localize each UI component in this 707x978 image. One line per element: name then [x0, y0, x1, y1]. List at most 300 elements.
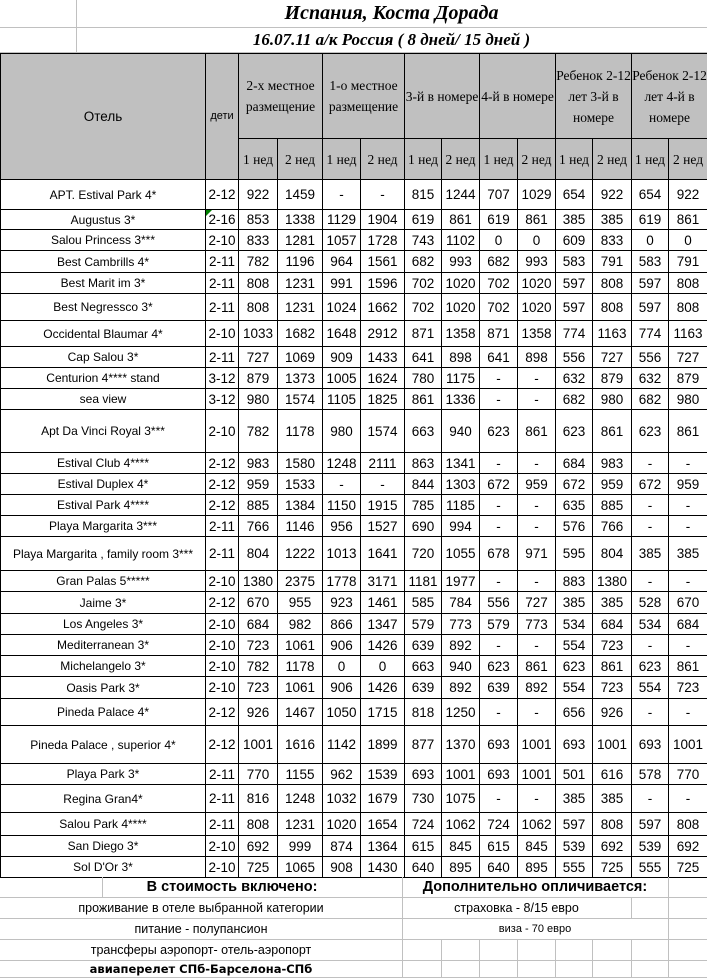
price-cell: 672 [480, 474, 518, 495]
price-cell: 1358 [518, 321, 556, 347]
price-cell: 597 [556, 273, 593, 294]
price-cell: 1102 [442, 230, 480, 251]
kids-age: 3-12 [206, 368, 239, 389]
price-cell: 616 [593, 764, 632, 785]
price-cell: 682 [632, 389, 669, 410]
price-cell: 1426 [361, 677, 405, 699]
price-cell: 1020 [518, 294, 556, 321]
price-cell: 1527 [361, 516, 405, 537]
price-cell: 693 [405, 764, 442, 785]
hotel-name: Salou Park 4**** [1, 813, 206, 836]
hotel-name: Jaime 3* [1, 592, 206, 614]
price-cell: 804 [239, 537, 278, 571]
price-cell: - [518, 785, 556, 813]
blank-cell [0, 0, 77, 27]
price-cell: 1231 [278, 273, 323, 294]
kids-age: 2-12 [206, 726, 239, 764]
price-cell: 1065 [278, 857, 323, 878]
price-cell: 955 [278, 592, 323, 614]
price-cell: - [480, 389, 518, 410]
footer-row [0, 919, 707, 940]
price-cell: 1616 [278, 726, 323, 764]
price-cell: 1533 [278, 474, 323, 495]
kids-age: 2-11 [206, 537, 239, 571]
price-cell: 725 [593, 857, 632, 878]
price-cell: - [632, 785, 669, 813]
price-cell: 684 [239, 614, 278, 635]
price-cell: - [518, 635, 556, 656]
price-cell: 1142 [323, 726, 361, 764]
blank-cell [0, 28, 77, 52]
price-cell: 861 [593, 410, 632, 453]
price-cell: 1001 [593, 726, 632, 764]
kids-age: 2-12 [206, 180, 239, 210]
price-cell: - [518, 453, 556, 474]
price-cell: 727 [518, 592, 556, 614]
table-row [1, 726, 707, 764]
price-cell: 1977 [442, 571, 480, 592]
price-cell: 0 [361, 656, 405, 677]
price-cell: 964 [323, 251, 361, 273]
page-title: Испания, Коста Дорада [284, 2, 499, 24]
price-table [0, 53, 707, 878]
price-cell: 639 [480, 677, 518, 699]
kids-age: 2-11 [206, 785, 239, 813]
hotel-name: Augustus 3* [1, 210, 206, 230]
table-row [1, 210, 707, 230]
price-cell: 923 [323, 592, 361, 614]
price-cell: 556 [480, 592, 518, 614]
price-cell: 770 [669, 764, 707, 785]
kids-age: 2-11 [206, 764, 239, 785]
price-cell: 0 [632, 230, 669, 251]
price-cell: 534 [632, 614, 669, 635]
comment-marker-icon[interactable] [206, 210, 212, 216]
kids-age: 2-10 [206, 571, 239, 592]
price-cell: 723 [669, 677, 707, 699]
price-cell: 1062 [518, 813, 556, 836]
price-cell: 635 [556, 495, 593, 516]
price-cell: 555 [556, 857, 593, 878]
price-cell: 1426 [361, 635, 405, 656]
table-row [1, 230, 707, 251]
price-cell: 956 [323, 516, 361, 537]
price-cell: 682 [480, 251, 518, 273]
table-row [1, 273, 707, 294]
kids-age: 2-10 [206, 410, 239, 453]
kids-age: 2-12 [206, 699, 239, 726]
price-cell: 1075 [442, 785, 480, 813]
price-cell: - [480, 635, 518, 656]
price-cell: 692 [669, 836, 707, 857]
footer-titles-row [0, 877, 707, 898]
price-cell: - [518, 516, 556, 537]
price-cell: 1024 [323, 294, 361, 321]
price-cell: 556 [556, 347, 593, 368]
price-cell: 597 [632, 813, 669, 836]
price-cell: 853 [239, 210, 278, 230]
hotel-name: Gran Palas 5***** [1, 571, 206, 592]
price-cell: 845 [518, 836, 556, 857]
hotel-name: Oasis Park 3* [1, 677, 206, 699]
price-cell: 1539 [361, 764, 405, 785]
header-group: 2-х местное размещение [239, 54, 323, 139]
header-week-2: 2 нед [593, 139, 632, 180]
table-row [1, 571, 707, 592]
price-cell: - [361, 474, 405, 495]
price-cell: 1596 [361, 273, 405, 294]
price-cell: 501 [556, 764, 593, 785]
price-cell: 1347 [361, 614, 405, 635]
table-row [1, 389, 707, 410]
price-cell: 623 [632, 656, 669, 677]
price-cell: 1185 [442, 495, 480, 516]
price-cell: 1181 [405, 571, 442, 592]
price-cell: 539 [632, 836, 669, 857]
price-cell: 693 [632, 726, 669, 764]
price-cell: 539 [556, 836, 593, 857]
price-cell: 663 [405, 410, 442, 453]
price-cell: 1825 [361, 389, 405, 410]
price-cell: 678 [480, 537, 518, 571]
hotel-name: Estival Duplex 4* [1, 474, 206, 495]
price-cell: 1061 [278, 677, 323, 699]
price-cell: 640 [405, 857, 442, 878]
kids-age: 2-10 [206, 656, 239, 677]
header-week-2: 2 нед [518, 139, 556, 180]
price-cell: 0 [669, 230, 707, 251]
table-row [1, 813, 707, 836]
price-cell: 1129 [323, 210, 361, 230]
price-cell: 385 [669, 537, 707, 571]
price-cell: 1433 [361, 347, 405, 368]
price-cell: 994 [442, 516, 480, 537]
hotel-name: Best Cambrills 4* [1, 251, 206, 273]
price-cell: 576 [556, 516, 593, 537]
price-cell: - [518, 389, 556, 410]
header-week-2: 2 нед [361, 139, 405, 180]
price-cell: 1033 [239, 321, 278, 347]
price-cell: 1384 [278, 495, 323, 516]
table-row [1, 614, 707, 635]
price-cell: - [480, 495, 518, 516]
price-cell: 971 [518, 537, 556, 571]
price-cell: - [632, 571, 669, 592]
price-cell: 1029 [518, 180, 556, 210]
price-cell: 999 [278, 836, 323, 857]
price-cell: 723 [593, 635, 632, 656]
price-cell: 1163 [669, 321, 707, 347]
price-cell: 1020 [323, 813, 361, 836]
included-item: трансферы аэропорт- отель-аэропорт [90, 943, 312, 957]
price-cell: 555 [632, 857, 669, 878]
price-cell: 773 [518, 614, 556, 635]
hotel-name: sea view [1, 389, 206, 410]
price-cell: 885 [593, 495, 632, 516]
table-row [1, 764, 707, 785]
price-cell: 1574 [361, 410, 405, 453]
price-cell: - [632, 495, 669, 516]
price-cell: 940 [442, 410, 480, 453]
header-week-2: 2 нед [278, 139, 323, 180]
price-cell: 808 [669, 273, 707, 294]
price-cell: 692 [593, 836, 632, 857]
price-cell: 909 [323, 347, 361, 368]
price-cell: 959 [669, 474, 707, 495]
header-week-2: 2 нед [669, 139, 707, 180]
price-cell: 554 [556, 635, 593, 656]
price-cell: 1013 [323, 537, 361, 571]
price-cell: 623 [556, 410, 593, 453]
price-cell: 879 [669, 368, 707, 389]
price-cell: 1062 [442, 813, 480, 836]
price-cell: 583 [556, 251, 593, 273]
price-cell: 892 [518, 677, 556, 699]
price-cell: 980 [669, 389, 707, 410]
price-cell: 1654 [361, 813, 405, 836]
kids-age: 2-12 [206, 474, 239, 495]
price-cell: 1001 [518, 764, 556, 785]
table-row [1, 516, 707, 537]
hotel-name: Playa Park 3* [1, 764, 206, 785]
price-cell: - [669, 516, 707, 537]
kids-age: 2-11 [206, 347, 239, 368]
price-cell: 632 [632, 368, 669, 389]
price-cell: 619 [405, 210, 442, 230]
price-cell: 922 [593, 180, 632, 210]
price-cell: 682 [556, 389, 593, 410]
price-cell: 863 [405, 453, 442, 474]
price-cell: - [480, 516, 518, 537]
price-cell: 785 [405, 495, 442, 516]
price-cell: 1459 [278, 180, 323, 210]
price-cell: 619 [632, 210, 669, 230]
price-cell: 1178 [278, 656, 323, 677]
table-row [1, 180, 707, 210]
price-cell: 982 [278, 614, 323, 635]
price-cell: 654 [556, 180, 593, 210]
price-cell: 773 [442, 614, 480, 635]
price-cell: 597 [632, 294, 669, 321]
kids-age: 2-10 [206, 230, 239, 251]
price-cell: 641 [480, 347, 518, 368]
price-cell: 1069 [278, 347, 323, 368]
price-cell: 385 [556, 785, 593, 813]
price-cell: 877 [405, 726, 442, 764]
price-cell: 702 [480, 273, 518, 294]
price-cell: 1163 [593, 321, 632, 347]
price-cell: 1231 [278, 813, 323, 836]
price-cell: 597 [556, 813, 593, 836]
kids-age: 2-16 [206, 210, 239, 230]
price-cell: 1679 [361, 785, 405, 813]
price-cell: 585 [405, 592, 442, 614]
price-cell: 1430 [361, 857, 405, 878]
hotel-name: Estival Park 4**** [1, 495, 206, 516]
hotel-name: Cap Salou 3* [1, 347, 206, 368]
price-cell: 816 [239, 785, 278, 813]
price-cell: - [669, 571, 707, 592]
hotel-name: Occidental Blaumar 4* [1, 321, 206, 347]
price-cell: 1001 [442, 764, 480, 785]
title-row [0, 0, 707, 28]
price-cell: 1020 [518, 273, 556, 294]
price-cell: 623 [632, 410, 669, 453]
table-row [1, 474, 707, 495]
price-cell: - [669, 699, 707, 726]
price-cell: 980 [239, 389, 278, 410]
price-cell: 1370 [442, 726, 480, 764]
header-week-1: 1 нед [405, 139, 442, 180]
price-cell: 692 [239, 836, 278, 857]
included-item: питание - полупансион [134, 922, 268, 936]
hotel-name: Best Negressco 3* [1, 294, 206, 321]
footer-row [0, 898, 707, 919]
price-cell: 808 [593, 294, 632, 321]
price-cell: 808 [669, 813, 707, 836]
kids-age: 2-11 [206, 294, 239, 321]
price-cell: 815 [405, 180, 442, 210]
price-cell: 770 [239, 764, 278, 785]
kids-age: 3-12 [206, 389, 239, 410]
extra-title: Дополнительно опличивается: [422, 879, 648, 895]
price-cell: 861 [669, 210, 707, 230]
price-cell: - [669, 453, 707, 474]
hotel-name: Pineda Palace 4* [1, 699, 206, 726]
price-cell: 615 [480, 836, 518, 857]
price-cell: 1196 [278, 251, 323, 273]
price-cell: 609 [556, 230, 593, 251]
table-row [1, 410, 707, 453]
price-cell: 0 [323, 656, 361, 677]
price-cell: 1244 [442, 180, 480, 210]
price-cell: 1461 [361, 592, 405, 614]
hotel-name: Mediterranean 3* [1, 635, 206, 656]
kids-age: 2-12 [206, 495, 239, 516]
price-cell: 684 [556, 453, 593, 474]
header-week-1: 1 нед [239, 139, 278, 180]
price-cell: 861 [669, 656, 707, 677]
price-cell: - [480, 699, 518, 726]
price-cell: 879 [239, 368, 278, 389]
price-cell: 1380 [239, 571, 278, 592]
price-cell: 663 [405, 656, 442, 677]
price-cell: 1248 [323, 453, 361, 474]
price-cell: - [518, 495, 556, 516]
hotel-name: Playa Margarita 3*** [1, 516, 206, 537]
price-cell: 1341 [442, 453, 480, 474]
kids-age: 2-10 [206, 614, 239, 635]
price-cell: 623 [480, 410, 518, 453]
price-cell: 833 [239, 230, 278, 251]
price-cell: 743 [405, 230, 442, 251]
price-cell: 1904 [361, 210, 405, 230]
price-cell: 702 [480, 294, 518, 321]
price-cell: 1231 [278, 294, 323, 321]
price-cell: 1364 [361, 836, 405, 857]
header-hotel: Отель [1, 54, 206, 180]
header-group: Ребенок 2-12 лет 4-й в номере [632, 54, 707, 139]
price-cell: 861 [405, 389, 442, 410]
table-row [1, 857, 707, 878]
price-cell: 1001 [518, 726, 556, 764]
header-kids: дети [206, 54, 239, 180]
price-cell: 866 [323, 614, 361, 635]
price-cell: - [518, 368, 556, 389]
price-cell: 874 [323, 836, 361, 857]
price-cell: 632 [556, 368, 593, 389]
hotel-name: San Diego 3* [1, 836, 206, 857]
price-cell: 1899 [361, 726, 405, 764]
price-cell: 1250 [442, 699, 480, 726]
price-cell: 578 [632, 764, 669, 785]
header-week-1: 1 нед [556, 139, 593, 180]
price-cell: 672 [556, 474, 593, 495]
price-cell: 926 [593, 699, 632, 726]
price-cell: 861 [442, 210, 480, 230]
price-cell: 898 [442, 347, 480, 368]
price-cell: 702 [405, 294, 442, 321]
price-cell: 983 [593, 453, 632, 474]
price-cell: 926 [239, 699, 278, 726]
kids-age: 2-10 [206, 836, 239, 857]
extra-item: страховка - 8/15 евро [454, 901, 579, 915]
price-cell: 1915 [361, 495, 405, 516]
table-row [1, 495, 707, 516]
header-group: 1-о местное размещение [323, 54, 405, 139]
price-cell: 723 [239, 677, 278, 699]
table-row [1, 592, 707, 614]
price-cell: 906 [323, 635, 361, 656]
price-cell: 861 [518, 210, 556, 230]
table-row [1, 677, 707, 699]
price-cell: 0 [518, 230, 556, 251]
table-row [1, 294, 707, 321]
price-cell: 922 [669, 180, 707, 210]
price-cell: 871 [480, 321, 518, 347]
header-group: Ребенок 2-12 лет 3-й в номере [556, 54, 632, 139]
price-cell: 534 [556, 614, 593, 635]
price-cell: 808 [239, 294, 278, 321]
price-cell: 670 [239, 592, 278, 614]
price-cell: 962 [323, 764, 361, 785]
price-cell: 993 [442, 251, 480, 273]
hotel-name: Michelangelo 3* [1, 656, 206, 677]
price-cell: 682 [405, 251, 442, 273]
price-cell: 0 [480, 230, 518, 251]
table-row [1, 537, 707, 571]
price-cell: 845 [442, 836, 480, 857]
price-cell: 724 [480, 813, 518, 836]
price-cell: 1222 [278, 537, 323, 571]
price-cell: 766 [239, 516, 278, 537]
price-cell: 2111 [361, 453, 405, 474]
table-row [1, 699, 707, 726]
price-cell: 784 [442, 592, 480, 614]
kids-age: 2-12 [206, 592, 239, 614]
price-cell: 623 [480, 656, 518, 677]
table-row [1, 347, 707, 368]
kids-age: 2-10 [206, 677, 239, 699]
price-cell: 818 [405, 699, 442, 726]
price-cell: 639 [405, 635, 442, 656]
price-cell: 690 [405, 516, 442, 537]
price-cell: 791 [669, 251, 707, 273]
price-cell: 597 [556, 294, 593, 321]
table-row [1, 368, 707, 389]
price-cell: 1778 [323, 571, 361, 592]
footer-row [0, 940, 707, 961]
